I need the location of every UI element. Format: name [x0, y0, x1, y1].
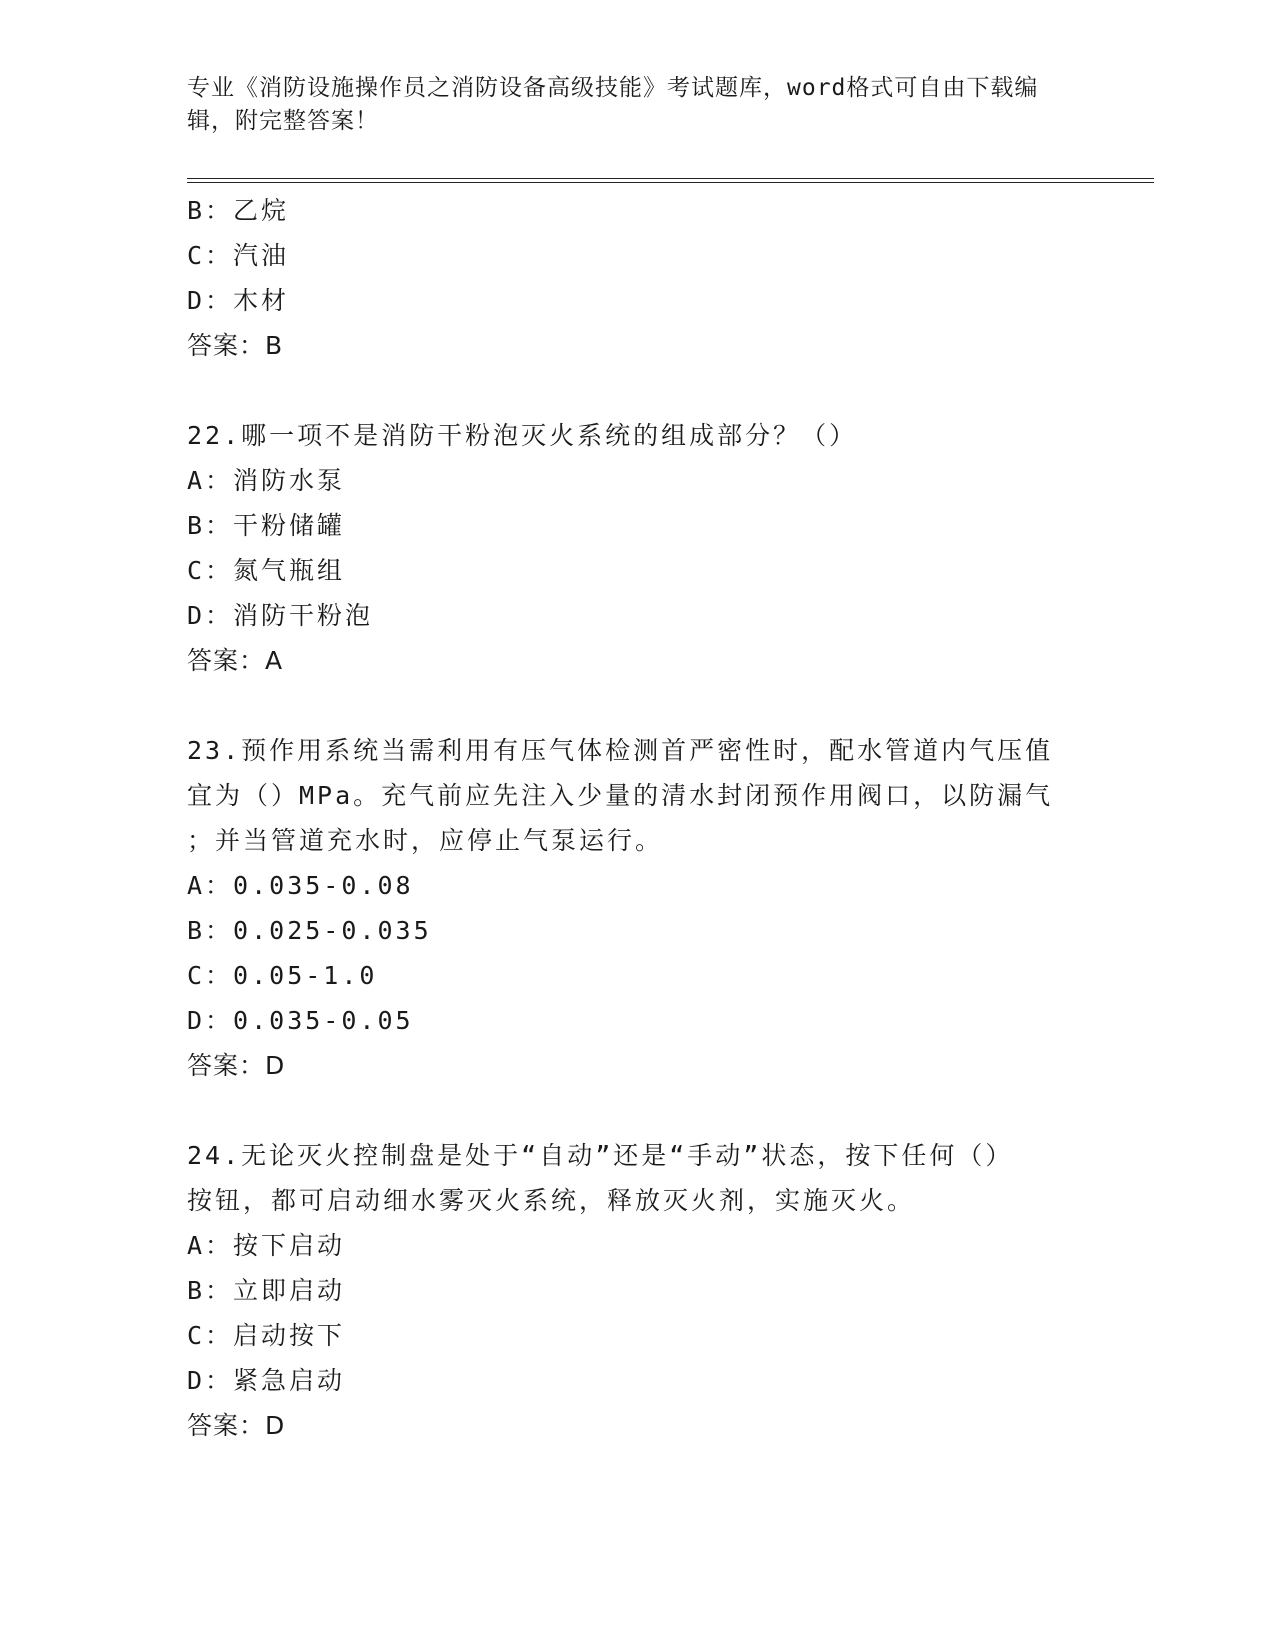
q22-option-a: A：消防水泵 [187, 466, 346, 495]
q21-answer: 答案：B [187, 331, 284, 360]
q23-option-a: A：0.035-0.08 [187, 871, 414, 900]
q22-option-c: C：氮气瓶组 [187, 556, 346, 585]
q23-question-line-3: ；并当管道充水时，应停止气泵运行。 [187, 826, 664, 855]
q24-question-line-1: 24.无论灭火控制盘是处于“自动”还是“手动”状态，按下任何（） [187, 1141, 1014, 1170]
q23-option-b: B：0.025-0.035 [187, 916, 432, 945]
q24-answer: 答案：D [187, 1411, 286, 1440]
q23-answer: 答案：D [187, 1051, 286, 1080]
q24-option-b: B：立即启动 [187, 1276, 346, 1305]
q22-option-d: D：消防干粉泡 [187, 601, 374, 630]
header-divider-top [187, 178, 1154, 179]
header-line-2: 辑，附完整答案！ [187, 108, 379, 134]
header-divider-bottom [187, 182, 1154, 183]
q21-option-d: D：木材 [187, 286, 290, 315]
q22-answer: 答案：A [187, 646, 284, 675]
q21-option-b: B：乙烷 [187, 196, 290, 225]
q23-question-line-1: 23.预作用系统当需利用有压气体检测首严密性时，配水管道内气压值 [187, 736, 1054, 765]
q24-option-c: C：启动按下 [187, 1321, 346, 1350]
q22-option-b: B：干粉储罐 [187, 511, 346, 540]
q24-option-d: D：紧急启动 [187, 1366, 346, 1395]
q23-question-line-2: 宜为（）MPa。充气前应先注入少量的清水封闭预作用阀口，以防漏气 [187, 781, 1054, 810]
q21-option-c: C：汽油 [187, 241, 290, 270]
q23-option-c: C：0.05-1.0 [187, 961, 378, 990]
q24-question-line-2: 按钮，都可启动细水雾灭火系统，释放灭火剂，实施灭火。 [187, 1186, 916, 1215]
q24-option-a: A：按下启动 [187, 1231, 346, 1260]
q22-question: 22.哪一项不是消防干粉泡灭火系统的组成部分？（） [187, 421, 858, 450]
q23-option-d: D：0.035-0.05 [187, 1006, 414, 1035]
header-line-1: 专业《消防设施操作员之消防设备高级技能》考试题库，word格式可自由下载编 [187, 75, 1039, 101]
document-header [187, 72, 1087, 138]
